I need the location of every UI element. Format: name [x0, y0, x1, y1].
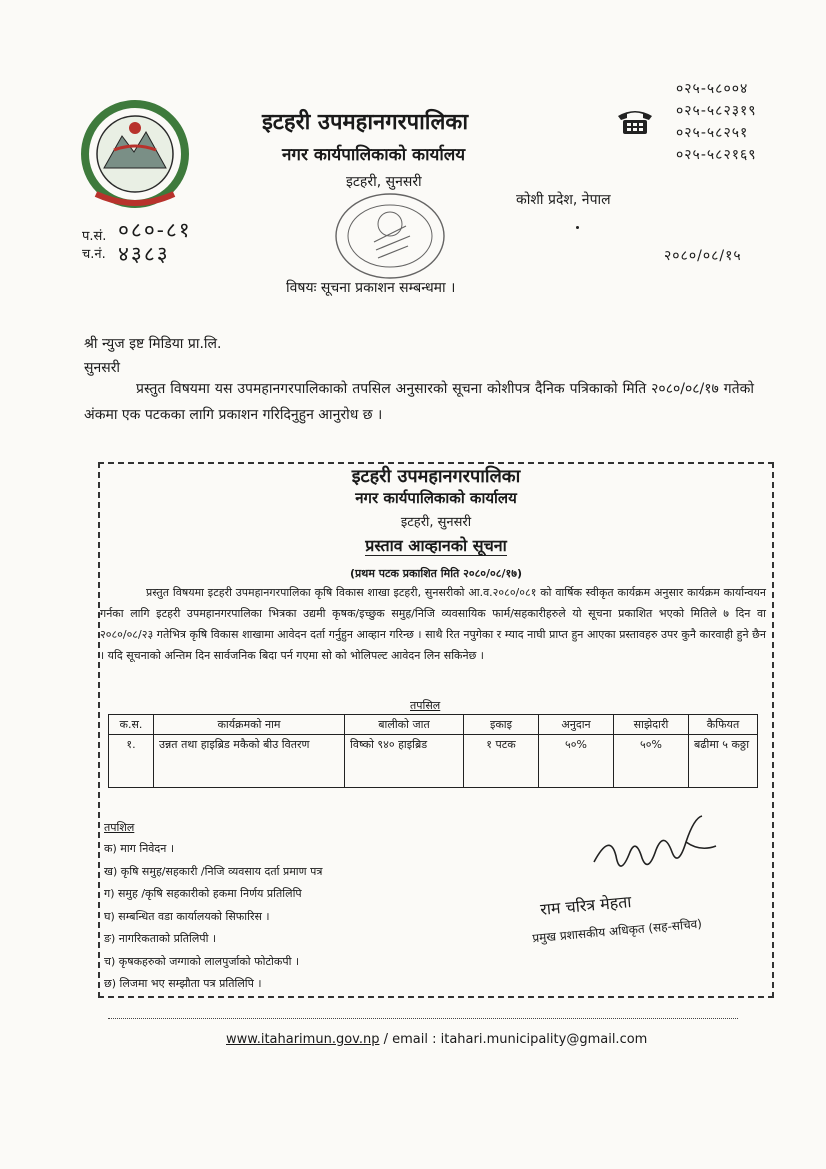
cell-variety: विष्को ९४० हाइब्रिड: [345, 735, 464, 788]
footer-divider: [108, 1018, 738, 1019]
cell-subsidy: ५०%: [539, 735, 614, 788]
patra-value: ०८०-८१: [118, 218, 192, 242]
signatory-name: राम चरित्र मेहता: [539, 892, 633, 919]
chalani-value: ४३८३: [118, 242, 170, 266]
website-link[interactable]: www.itaharimun.gov.np: [226, 1032, 380, 1047]
list-item: ख) कृषि समुह/सहकारी /निजि व्यवसाय दर्ता प्रमाण पत्र: [104, 864, 323, 878]
municipality-logo: [74, 98, 196, 210]
list-item: क) माग निवेदन ।: [104, 842, 175, 855]
notice-body: प्रस्तुत विषयमा इटहरी उपमहानगरपालिका कृषि विकास शाखा इटहरी, सुनसरीको आ.व.२०८०/०८१ को वार्षिक स्वीकृत कार्यक्रम अनुसार कार्यक्रम कार्यान्वयन गर्नका लागि इटहरी उपमहानगरपालिका भित्रका उद्यमी कृषक/इच्छुक समुह/निजि व्यवसायिक फार्म/सहकारीहरुले यो सूचना प्रकाशित भएको मितिले ७ दिन वा २०८०/०८/२३ गतेभित्र कृषि विकास शाखामा आवेदन दर्ता गर्नुहुन आव्हान गरिन्छ । साथै रित नपुगेका र म्याद नाघी प्राप्त हुन आएका प्रस्तावहरु उपर कुनै कारवाही हुने छैन । यदि सूचनाको अन्तिम दिन सार्वजनिक बिदा पर्न गएमा सो को भोलिपल्ट आवेदन लिन सकिनेछ ।: [100, 586, 766, 662]
province: कोशी प्रदेश, नेपाल: [516, 192, 611, 208]
ink-dot: [576, 226, 579, 229]
notice-heading: [100, 534, 772, 556]
notice-location: इटहरी, सुनसरी: [400, 515, 472, 530]
list-item: च) कृषकहरुको जग्गाको लालपुर्जाको फोटोकपी ।: [104, 954, 300, 968]
cell-unit: १ पटक: [464, 735, 539, 788]
documents-heading: तपशिल: [104, 821, 135, 834]
program-table: [108, 714, 758, 788]
office-name: नगर कार्यपालिकाको कार्यालय: [282, 145, 466, 165]
signatory-title: प्रमुख प्रशासकीय अधिकृत (सह-सचिव): [531, 916, 703, 946]
documents-list: [104, 838, 322, 996]
list-item: छ) लिजमा भए सम्झौता पत्र प्रतिलिपि ।: [104, 977, 262, 990]
phone-number: ०२५-५८००४: [676, 81, 749, 97]
cell-partnership: ५०%: [614, 735, 689, 788]
table-row: [109, 735, 758, 788]
patra-label: प.सं.: [82, 229, 107, 244]
th-partnership: साझेदारी: [614, 715, 689, 735]
list-item: ग) समुह /कृषि सहकारीको हकमा निर्णय प्रतिलिपि: [104, 887, 302, 900]
notice-box: [98, 462, 774, 998]
phone-number: ०२५-५८२३१९: [676, 103, 757, 119]
phone-number: ०२५-५८२५१: [676, 125, 749, 141]
footer-contact: [226, 1032, 647, 1047]
notice-org-name: इटहरी उपमहानगरपालिका: [351, 466, 521, 487]
notice-publish-date: (प्रथम पटक प्रकाशित मिति २०८०/०८/१७): [350, 567, 522, 580]
phone-list: [676, 78, 757, 166]
org-name: इटहरी उपमहानगरपालिका: [262, 110, 469, 135]
office-location: इटहरी, सुनसरी: [346, 174, 422, 190]
handwritten-signature: [590, 812, 720, 894]
th-remarks: कैफियत: [689, 715, 758, 735]
list-item: ङ) नागरिकताको प्रतिलिपी ।: [104, 932, 217, 945]
office-stamp: [330, 186, 450, 284]
notice-office-name: नगर कार्यपालिकाको कार्यालय: [355, 489, 517, 507]
cell-program: उन्नत तथा हाइब्रिड मकैको बीउ वितरण: [154, 735, 345, 788]
table-header-row: [109, 715, 758, 735]
recipient-place: सुनसरी: [84, 360, 121, 376]
th-unit: इकाइ: [464, 715, 539, 735]
reference-values: [118, 218, 192, 266]
letter-body: प्रस्तुत विषयमा यस उपमहानगरपालिकाको तपसिल अनुसारको सूचना कोशीपत्र दैनिक पत्रिकाको मिति २०८०/०८/१७ गतेको अंकमा एक पटकका लागि प्रकाशन गरिदिनुहुन आनुरोध छ ।: [84, 381, 754, 423]
th-variety: बालीको जात: [345, 715, 464, 735]
telephone-icon: [616, 106, 654, 136]
phone-number: ०२५-५८२१६९: [676, 147, 757, 163]
letter-date: २०८०/०८/१५: [664, 248, 742, 264]
list-item: घ) सम्बन्धित वडा कार्यालयको सिफारिस ।: [104, 909, 270, 923]
cell-serial: १.: [109, 735, 154, 788]
chalani-label: च.नं.: [82, 247, 106, 262]
th-subsidy: अनुदान: [539, 715, 614, 735]
notice-heading-text: प्रस्ताव आव्हानको सूचना: [365, 536, 507, 555]
th-serial: क.स.: [109, 715, 154, 735]
reference-labels: [82, 228, 106, 264]
table-caption: तपसिल: [410, 699, 441, 712]
recipient-name: श्री न्युज इष्ट मिडिया प्रा.लि.: [84, 336, 222, 352]
footer-email: / email : itahari.municipality@gmail.com: [379, 1032, 648, 1047]
th-program: कार्यक्रमको नाम: [154, 715, 345, 735]
cell-remarks: बढीमा ५ कठ्ठा: [689, 735, 758, 788]
letter-subject: विषयः सूचना प्रकाशन सम्बन्धमा ।: [286, 280, 456, 296]
